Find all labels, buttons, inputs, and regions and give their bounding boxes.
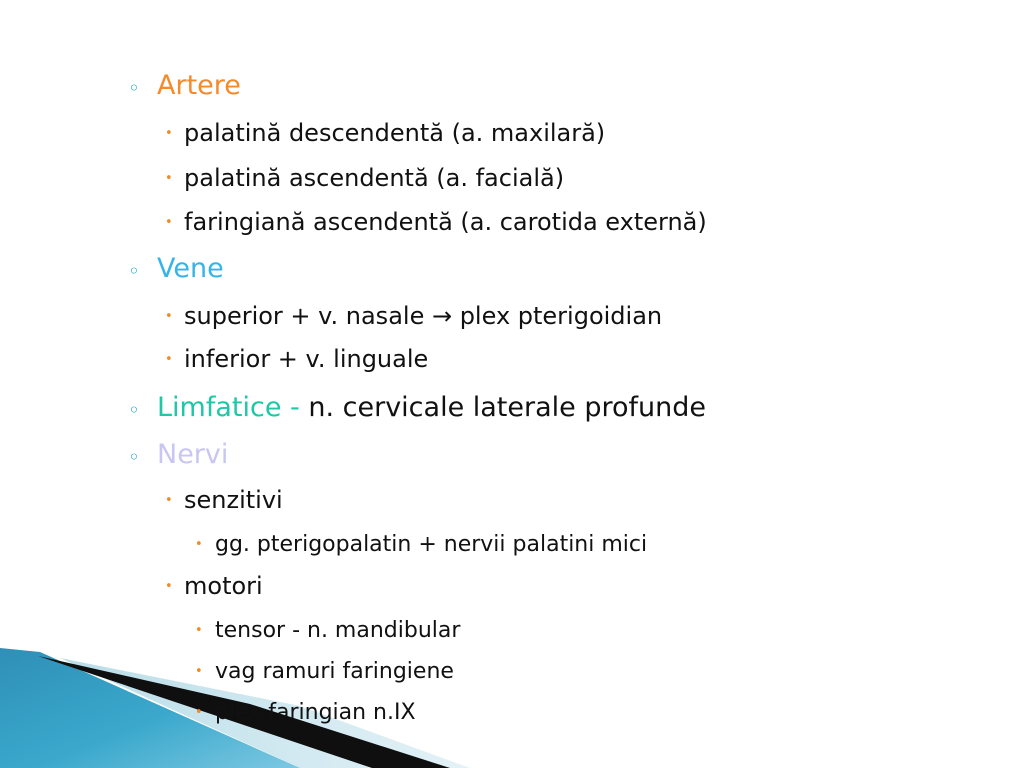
list-item: gg. pterigopalatin + nervii palatini mici	[215, 532, 648, 557]
level3-bullet-icon: •	[195, 623, 203, 638]
level2-bullet-icon: •	[165, 579, 173, 594]
level2-bullet-icon: •	[165, 215, 173, 230]
level3-bullet-icon: •	[195, 664, 203, 679]
heading-vene: Vene	[157, 253, 224, 284]
list-item: senzitivi	[184, 486, 283, 514]
limfatice-label: Limfatice -	[157, 392, 309, 423]
list-item: palatină ascendentă (a. facială)	[184, 164, 565, 192]
list-item: superior + v. nasale → plex pterigoidian	[184, 302, 663, 330]
level2-bullet-icon: •	[165, 126, 173, 141]
list-item: palatină descendentă (a. maxilară)	[184, 119, 606, 147]
limfatice-text: n. cervicale laterale profunde	[308, 392, 706, 423]
heading-limfatice	[157, 392, 706, 423]
level3-bullet-icon: •	[195, 705, 203, 720]
list-item: faringiană ascendentă (a. carotida externă)	[184, 208, 707, 236]
level1-bullet-icon: ◦	[128, 445, 140, 469]
level1-bullet-icon: ◦	[128, 398, 140, 422]
list-item: vag ramuri faringiene	[215, 659, 454, 684]
heading-artere: Artere	[157, 70, 241, 101]
level3-bullet-icon: •	[195, 537, 203, 552]
level1-bullet-icon: ◦	[128, 76, 140, 100]
list-item: inferior + v. linguale	[184, 345, 429, 373]
level2-bullet-icon: •	[165, 171, 173, 186]
list-item: motori	[184, 572, 263, 600]
heading-nervi: Nervi	[157, 439, 229, 470]
level2-bullet-icon: •	[165, 352, 173, 367]
level1-bullet-icon: ◦	[128, 259, 140, 283]
list-item: tensor - n. mandibular	[215, 618, 461, 643]
level2-bullet-icon: •	[165, 309, 173, 324]
level2-bullet-icon: •	[165, 493, 173, 508]
list-item: plex faringian n.IX	[215, 700, 416, 725]
